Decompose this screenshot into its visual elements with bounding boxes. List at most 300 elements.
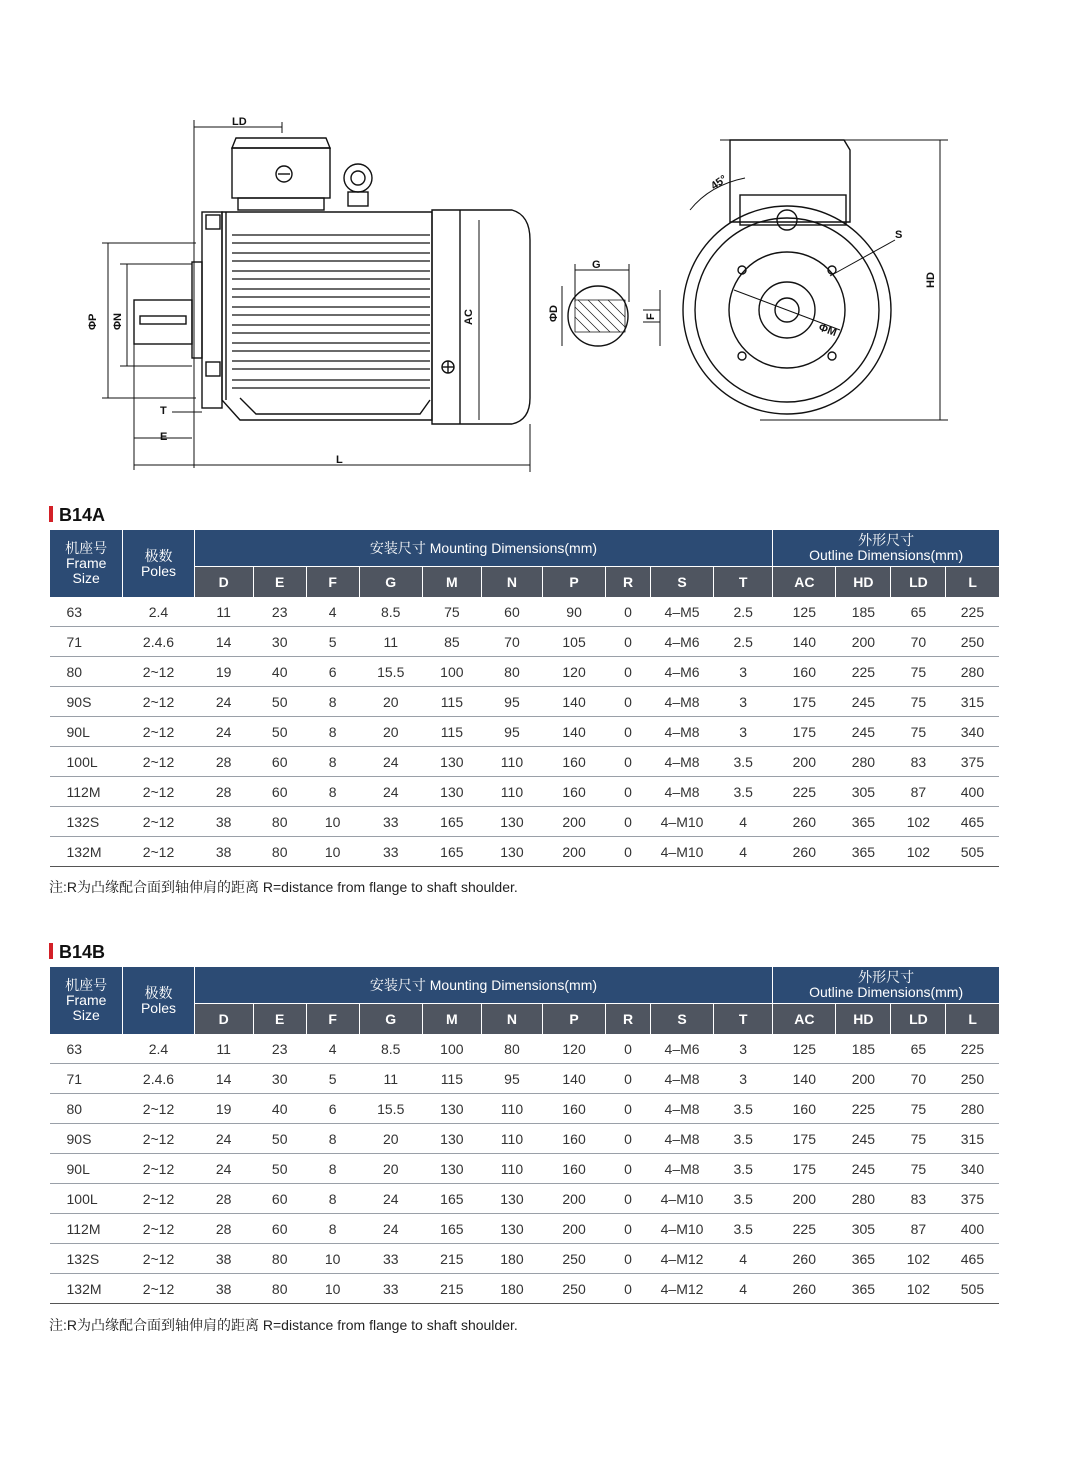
table-cell: 130	[422, 1094, 481, 1124]
table-cell: 75	[891, 1124, 946, 1154]
table-cell: 225	[946, 597, 999, 627]
table-row	[50, 747, 1000, 777]
column-header-t: T	[714, 1004, 773, 1035]
table-cell: 14	[194, 627, 253, 657]
table-cell: 245	[836, 687, 891, 717]
table-cell: 100	[422, 657, 481, 687]
table-cell: 110	[481, 1154, 542, 1184]
table-cell: 50	[253, 717, 306, 747]
table-cell: 60	[253, 747, 306, 777]
table-cell: 75	[891, 657, 946, 687]
table-cell: 8	[306, 1154, 359, 1184]
frame-size-cell: 90S	[50, 687, 123, 717]
table-cell: 165	[422, 837, 481, 867]
table-cell: 0	[606, 1244, 651, 1274]
table-cell: 175	[773, 1154, 836, 1184]
table-row	[50, 1244, 1000, 1274]
table-cell: 115	[422, 1064, 481, 1094]
table-cell: 75	[422, 597, 481, 627]
table-cell: 305	[836, 777, 891, 807]
motor-technical-drawing	[0, 100, 1080, 490]
table-cell: 115	[422, 717, 481, 747]
table-cell: 2~12	[123, 1154, 194, 1184]
table-cell: 8	[306, 717, 359, 747]
frame-size-cell: 63	[50, 1034, 123, 1064]
table-cell: 8	[306, 1124, 359, 1154]
table-cell: 28	[194, 747, 253, 777]
table-cell: 110	[481, 777, 542, 807]
table-cell: 2.4	[123, 597, 194, 627]
table-cell: 19	[194, 1094, 253, 1124]
header-mounting-dimensions: 安装尺寸 Mounting Dimensions(mm)	[194, 530, 773, 567]
frame-size-cell: 132S	[50, 807, 123, 837]
column-header-g: G	[359, 1004, 422, 1035]
table-row	[50, 777, 1000, 807]
table-cell: 0	[606, 1184, 651, 1214]
table-cell: 60	[253, 777, 306, 807]
column-header-l: L	[946, 1004, 999, 1035]
table-cell: 110	[481, 747, 542, 777]
table-cell: 2~12	[123, 807, 194, 837]
column-header-t: T	[714, 567, 773, 598]
column-header-n: N	[481, 567, 542, 598]
table-cell: 95	[481, 1064, 542, 1094]
table-cell: 11	[194, 597, 253, 627]
column-header-f: F	[306, 567, 359, 598]
column-header-e: E	[253, 567, 306, 598]
table-cell: 4–M8	[650, 777, 713, 807]
table-cell: 0	[606, 657, 651, 687]
header-frame-size: 机座号 Frame Size	[50, 530, 123, 597]
table-cell: 75	[891, 1094, 946, 1124]
table-cell: 185	[836, 1034, 891, 1064]
table-cell: 260	[773, 1274, 836, 1304]
label-angle: 45°	[708, 173, 730, 193]
table-cell: 160	[543, 1154, 606, 1184]
table-cell: 165	[422, 1214, 481, 1244]
table-note-b14b: 注:R为凸缘配合面到轴伸肩的距离 R=distance from flange to shaft shoulder.	[49, 1317, 518, 1333]
table-cell: 200	[543, 1214, 606, 1244]
table-cell: 6	[306, 1094, 359, 1124]
table-cell: 0	[606, 1154, 651, 1184]
table-cell: 3.5	[714, 1214, 773, 1244]
table-cell: 400	[946, 1214, 999, 1244]
table-row	[50, 1274, 1000, 1304]
column-header-g: G	[359, 567, 422, 598]
table-cell: 215	[422, 1274, 481, 1304]
table-cell: 30	[253, 627, 306, 657]
table-cell: 4	[714, 807, 773, 837]
column-header-s: S	[650, 567, 713, 598]
table-cell: 260	[773, 807, 836, 837]
table-cell: 0	[606, 1064, 651, 1094]
table-cell: 4–M5	[650, 597, 713, 627]
frame-size-cell: 112M	[50, 1214, 123, 1244]
table-cell: 83	[891, 1184, 946, 1214]
table-cell: 225	[836, 1094, 891, 1124]
table-cell: 3	[714, 717, 773, 747]
table-cell: 100	[422, 1034, 481, 1064]
table-cell: 0	[606, 627, 651, 657]
table-cell: 315	[946, 687, 999, 717]
header-outline-dimensions: 外形尺寸 Outline Dimensions(mm)	[773, 967, 999, 1004]
table-cell: 80	[253, 1244, 306, 1274]
table-row	[50, 1034, 1000, 1064]
table-cell: 60	[253, 1184, 306, 1214]
column-header-hd: HD	[836, 567, 891, 598]
column-header-p: P	[543, 1004, 606, 1035]
table-cell: 260	[773, 1244, 836, 1274]
table-cell: 2~12	[123, 717, 194, 747]
title-marker	[49, 943, 53, 959]
table-cell: 375	[946, 747, 999, 777]
table-cell: 11	[359, 627, 422, 657]
frame-size-cell: 132M	[50, 1274, 123, 1304]
table-cell: 125	[773, 597, 836, 627]
table-cell: 87	[891, 1214, 946, 1244]
table-row	[50, 657, 1000, 687]
table-cell: 4–M8	[650, 1124, 713, 1154]
table-cell: 38	[194, 807, 253, 837]
table-cell: 19	[194, 657, 253, 687]
table-cell: 102	[891, 837, 946, 867]
table-cell: 0	[606, 747, 651, 777]
table-cell: 10	[306, 837, 359, 867]
table-cell: 70	[891, 1064, 946, 1094]
table-cell: 4–M8	[650, 687, 713, 717]
table-cell: 50	[253, 687, 306, 717]
table-cell: 180	[481, 1244, 542, 1274]
table-cell: 24	[359, 1184, 422, 1214]
table-cell: 4	[306, 597, 359, 627]
table-cell: 0	[606, 1214, 651, 1244]
table-cell: 83	[891, 747, 946, 777]
column-header-ac: AC	[773, 567, 836, 598]
table-cell: 4–M6	[650, 627, 713, 657]
table-cell: 5	[306, 1064, 359, 1094]
table-cell: 8	[306, 747, 359, 777]
table-row	[50, 1154, 1000, 1184]
table-row	[50, 807, 1000, 837]
table-cell: 280	[946, 1094, 999, 1124]
column-header-ac: AC	[773, 1004, 836, 1035]
table-cell: 0	[606, 687, 651, 717]
table-cell: 14	[194, 1064, 253, 1094]
table-cell: 80	[481, 1034, 542, 1064]
table-cell: 23	[253, 1034, 306, 1064]
table-cell: 95	[481, 717, 542, 747]
table-cell: 23	[253, 597, 306, 627]
table-cell: 215	[422, 1244, 481, 1274]
table-cell: 245	[836, 1124, 891, 1154]
table-cell: 130	[422, 1124, 481, 1154]
column-header-l: L	[946, 567, 999, 598]
table-cell: 0	[606, 807, 651, 837]
table-cell: 200	[543, 807, 606, 837]
table-cell: 80	[253, 837, 306, 867]
table-cell: 4–M10	[650, 837, 713, 867]
table-cell: 115	[422, 687, 481, 717]
label-hd: HD	[925, 272, 937, 288]
table-cell: 185	[836, 597, 891, 627]
table-cell: 340	[946, 1154, 999, 1184]
table-cell: 140	[543, 717, 606, 747]
table-cell: 24	[194, 687, 253, 717]
column-header-s: S	[650, 1004, 713, 1035]
column-header-hd: HD	[836, 1004, 891, 1035]
label-d: ΦD	[548, 305, 560, 322]
table-cell: 2.4.6	[123, 1064, 194, 1094]
table-cell: 130	[481, 807, 542, 837]
table-cell: 250	[543, 1244, 606, 1274]
table-cell: 0	[606, 1274, 651, 1304]
table-cell: 24	[359, 1214, 422, 1244]
label-ac: AC	[463, 309, 475, 325]
table-cell: 4–M8	[650, 1094, 713, 1124]
table-cell: 0	[606, 1034, 651, 1064]
table-cell: 85	[422, 627, 481, 657]
column-header-m: M	[422, 567, 481, 598]
table-cell: 102	[891, 1244, 946, 1274]
table-cell: 140	[543, 687, 606, 717]
column-header-e: E	[253, 1004, 306, 1035]
table-cell: 8.5	[359, 597, 422, 627]
table-cell: 90	[543, 597, 606, 627]
table-cell: 2~12	[123, 1244, 194, 1274]
table-cell: 2~12	[123, 1094, 194, 1124]
table-note-b14a: 注:R为凸缘配合面到轴伸肩的距离 R=distance from flange to shaft shoulder.	[49, 879, 518, 895]
table-cell: 5	[306, 627, 359, 657]
table-cell: 2~12	[123, 657, 194, 687]
label-ld: LD	[232, 116, 247, 128]
table-cell: 250	[946, 1064, 999, 1094]
table-cell: 24	[194, 1154, 253, 1184]
table-cell: 505	[946, 837, 999, 867]
table-cell: 80	[253, 807, 306, 837]
table-cell: 4–M10	[650, 1214, 713, 1244]
frame-size-cell: 132S	[50, 1244, 123, 1274]
table-cell: 225	[836, 657, 891, 687]
table-cell: 4	[714, 1274, 773, 1304]
table-cell: 175	[773, 1124, 836, 1154]
table-cell: 8.5	[359, 1034, 422, 1064]
column-header-d: D	[194, 567, 253, 598]
table-cell: 4–M12	[650, 1244, 713, 1274]
table-cell: 30	[253, 1064, 306, 1094]
table-cell: 33	[359, 1274, 422, 1304]
table-cell: 0	[606, 597, 651, 627]
table-cell: 0	[606, 777, 651, 807]
table-cell: 250	[543, 1274, 606, 1304]
table-cell: 465	[946, 807, 999, 837]
table-cell: 4–M8	[650, 717, 713, 747]
header-outline-dimensions: 外形尺寸 Outline Dimensions(mm)	[773, 530, 999, 567]
table-cell: 2.4.6	[123, 627, 194, 657]
table-cell: 140	[543, 1064, 606, 1094]
table-cell: 0	[606, 717, 651, 747]
table-cell: 60	[481, 597, 542, 627]
table-cell: 20	[359, 1124, 422, 1154]
table-cell: 33	[359, 1244, 422, 1274]
table-cell: 24	[359, 747, 422, 777]
table-row	[50, 837, 1000, 867]
table-cell: 3.5	[714, 1094, 773, 1124]
table-cell: 140	[773, 1064, 836, 1094]
frame-size-cell: 90S	[50, 1124, 123, 1154]
table-cell: 8	[306, 1214, 359, 1244]
table-cell: 175	[773, 687, 836, 717]
dimensions-table-b14a	[49, 530, 999, 867]
table-row	[50, 627, 1000, 657]
table-cell: 4	[714, 1244, 773, 1274]
table-cell: 2~12	[123, 1214, 194, 1244]
table-cell: 200	[836, 1064, 891, 1094]
table-cell: 0	[606, 1094, 651, 1124]
table-cell: 165	[422, 807, 481, 837]
table-cell: 400	[946, 777, 999, 807]
table-cell: 4–M8	[650, 747, 713, 777]
frame-size-cell: 132M	[50, 837, 123, 867]
table-cell: 2~12	[123, 747, 194, 777]
table-row	[50, 1184, 1000, 1214]
table-cell: 2~12	[123, 687, 194, 717]
table-cell: 38	[194, 1274, 253, 1304]
label-l: L	[336, 454, 343, 466]
table-cell: 505	[946, 1274, 999, 1304]
table-cell: 28	[194, 777, 253, 807]
label-m: ΦM	[816, 321, 839, 340]
table-cell: 0	[606, 1124, 651, 1154]
column-header-ld: LD	[891, 1004, 946, 1035]
table-cell: 365	[836, 837, 891, 867]
table-cell: 160	[773, 657, 836, 687]
table-cell: 40	[253, 657, 306, 687]
table-cell: 160	[543, 747, 606, 777]
header-frame-size: 机座号 Frame Size	[50, 967, 123, 1034]
table-cell: 2~12	[123, 1184, 194, 1214]
table-row	[50, 717, 1000, 747]
frame-size-cell: 80	[50, 1094, 123, 1124]
table-cell: 200	[836, 627, 891, 657]
table-cell: 3	[714, 1064, 773, 1094]
table-cell: 11	[194, 1034, 253, 1064]
label-t: T	[160, 405, 167, 417]
table-cell: 465	[946, 1244, 999, 1274]
label-e: E	[160, 431, 168, 443]
table-row	[50, 1064, 1000, 1094]
table-cell: 3	[714, 687, 773, 717]
column-header-n: N	[481, 1004, 542, 1035]
table-cell: 8	[306, 687, 359, 717]
table-cell: 75	[891, 687, 946, 717]
table-cell: 4–M10	[650, 1184, 713, 1214]
table-cell: 2.5	[714, 627, 773, 657]
table-cell: 4	[714, 837, 773, 867]
dimensions-table-b14b	[49, 967, 999, 1304]
table-cell: 200	[543, 837, 606, 867]
frame-size-cell: 90L	[50, 717, 123, 747]
table-cell: 4–M6	[650, 657, 713, 687]
table-cell: 24	[359, 777, 422, 807]
table-cell: 140	[773, 627, 836, 657]
table-cell: 200	[543, 1184, 606, 1214]
table-cell: 175	[773, 717, 836, 747]
header-mounting-dimensions: 安装尺寸 Mounting Dimensions(mm)	[194, 967, 773, 1004]
column-header-r: R	[606, 567, 651, 598]
table-cell: 15.5	[359, 657, 422, 687]
table-cell: 2.4	[123, 1034, 194, 1064]
table-cell: 245	[836, 1154, 891, 1184]
table-cell: 3.5	[714, 747, 773, 777]
column-header-d: D	[194, 1004, 253, 1035]
table-cell: 40	[253, 1094, 306, 1124]
table-cell: 280	[836, 747, 891, 777]
frame-size-cell: 71	[50, 627, 123, 657]
table-cell: 6	[306, 657, 359, 687]
table-cell: 50	[253, 1124, 306, 1154]
table-cell: 24	[194, 1124, 253, 1154]
table-cell: 10	[306, 1244, 359, 1274]
table-cell: 80	[253, 1274, 306, 1304]
table-row	[50, 1214, 1000, 1244]
table-cell: 28	[194, 1214, 253, 1244]
section-title-b14a: B14A	[49, 505, 105, 526]
table-cell: 160	[543, 1124, 606, 1154]
table-cell: 10	[306, 807, 359, 837]
table-cell: 130	[422, 777, 481, 807]
section-title-b14b: B14B	[49, 942, 105, 963]
table-cell: 38	[194, 837, 253, 867]
table-cell: 160	[773, 1094, 836, 1124]
table-cell: 110	[481, 1094, 542, 1124]
table-cell: 160	[543, 1094, 606, 1124]
table-cell: 365	[836, 1244, 891, 1274]
frame-size-cell: 80	[50, 657, 123, 687]
table-cell: 315	[946, 1124, 999, 1154]
table-cell: 4	[306, 1034, 359, 1064]
table-cell: 87	[891, 777, 946, 807]
table-cell: 130	[422, 747, 481, 777]
table-cell: 200	[773, 1184, 836, 1214]
table-cell: 2.5	[714, 597, 773, 627]
table-cell: 8	[306, 777, 359, 807]
table-cell: 102	[891, 807, 946, 837]
table-row	[50, 597, 1000, 627]
table-cell: 75	[891, 717, 946, 747]
table-cell: 3.5	[714, 1124, 773, 1154]
table-cell: 3	[714, 657, 773, 687]
label-f: F	[645, 313, 657, 320]
column-header-p: P	[543, 567, 606, 598]
table-cell: 105	[543, 627, 606, 657]
table-cell: 375	[946, 1184, 999, 1214]
table-cell: 4–M8	[650, 1064, 713, 1094]
table-cell: 120	[543, 657, 606, 687]
table-cell: 102	[891, 1274, 946, 1304]
table-cell: 3.5	[714, 1184, 773, 1214]
table-cell: 3.5	[714, 777, 773, 807]
table-cell: 130	[481, 837, 542, 867]
table-cell: 280	[836, 1184, 891, 1214]
table-cell: 3.5	[714, 1154, 773, 1184]
table-cell: 180	[481, 1274, 542, 1304]
table-cell: 260	[773, 837, 836, 867]
title-marker	[49, 506, 53, 522]
frame-size-cell: 100L	[50, 1184, 123, 1214]
label-n: ΦN	[112, 313, 124, 330]
label-p: ΦP	[87, 313, 99, 330]
table-cell: 28	[194, 1184, 253, 1214]
